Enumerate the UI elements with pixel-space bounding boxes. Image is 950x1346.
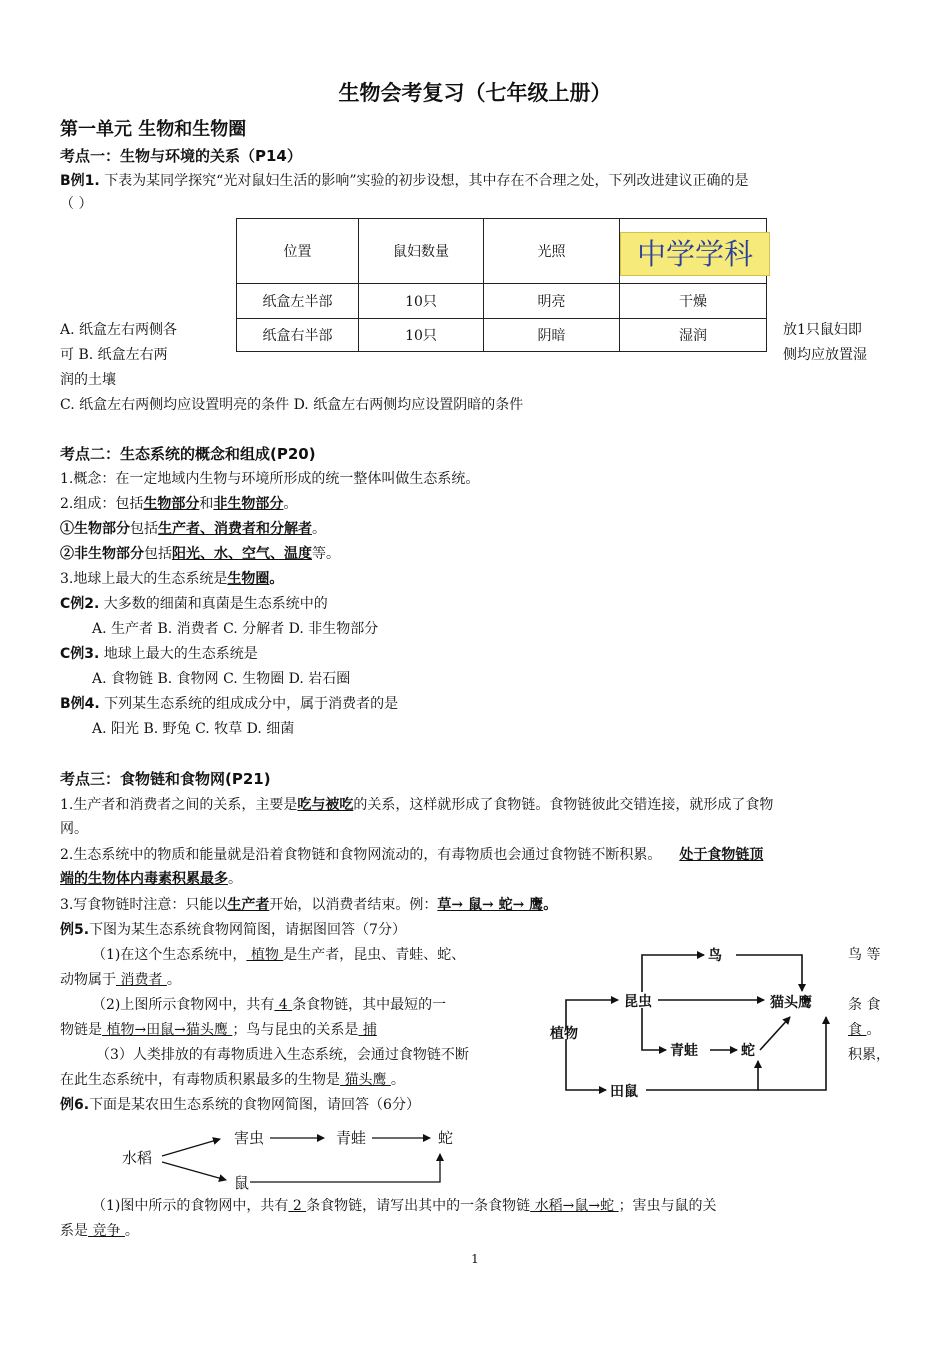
answer-paren: （ ）: [60, 196, 93, 212]
table-cell: 10只: [359, 284, 484, 319]
text: ①生物部分: [60, 521, 130, 537]
ex6-part1b: [60, 1221, 139, 1241]
web2-node-mouse: 鼠: [234, 1174, 250, 1192]
text: ；鸟与昆虫的关系是: [232, 1022, 359, 1038]
food-web-diagram: [540, 935, 850, 1110]
key-term: 生物圈: [227, 571, 270, 587]
key-term: 非生物部分: [213, 496, 284, 512]
example-5: [60, 920, 406, 940]
answer: 2: [288, 1198, 307, 1214]
ex5-part1a-right: 鸟 等: [848, 947, 881, 963]
example-6: [60, 1095, 420, 1115]
question-tag: B例4.: [60, 696, 100, 712]
web-node-field-mouse: 田鼠: [610, 1084, 638, 1100]
text: 物链是: [60, 1022, 102, 1038]
key-term: 吃与被吃: [297, 797, 354, 813]
text: （2)上图所示食物网中，共有: [92, 997, 275, 1013]
options-c-d: C. 纸盒左右两侧均应设置明亮的条件 D. 纸盒左右两侧均应设置阴暗的条件: [60, 397, 524, 413]
section-heading-1: 考点一：生物与环境的关系（P14）: [60, 147, 302, 165]
key-term: 生产者、消费者和分解者: [158, 521, 312, 537]
concept-line: 1.概念：在一定地域内生物与环境所形成的统一整体叫做生态系统。: [60, 471, 480, 487]
question-text: 下图为某生态系统食物网简图，请据图回答（7分）: [89, 922, 406, 938]
farmland-food-web-diagram: [110, 1122, 470, 1194]
text: 1.生产者和消费者之间的关系，主要是: [60, 797, 298, 813]
question-text: 大多数的细菌和真菌是生态系统中的: [103, 596, 328, 612]
key-term: 端的生物体内毒素积累最多: [60, 871, 228, 887]
web2-node-snake: 蛇: [438, 1129, 454, 1147]
key-term: 处于食物链顶: [679, 847, 764, 863]
question-3: [60, 644, 258, 664]
option-a-right: 放1只鼠妇即: [783, 322, 862, 338]
answer: 植物: [246, 947, 284, 963]
option-b-right: 侧均应放置湿: [783, 347, 867, 363]
option-a-left: A. 纸盒左右两侧各: [60, 322, 178, 338]
watermark-logo: 中学学科: [620, 232, 770, 276]
biotic-line: [60, 519, 326, 539]
biosphere-line: [60, 569, 283, 589]
text: 2.生态系统中的物质和能量就是沿着食物链和食物网流动的，有毒物质也会通过食物链不断积累。: [60, 847, 662, 863]
question-text: 下表为某同学探究“光对鼠妇生活的影响”实验的初步设想，其中存在不合理之处，下列改进建议正确的是: [104, 173, 749, 189]
food-chain-line-2a: [60, 845, 763, 865]
question-1: [60, 171, 749, 191]
text: 。: [390, 1072, 405, 1088]
question-4-options: A. 阳光 B. 野兔 C. 牧草 D. 细菌: [92, 721, 295, 737]
table-header: 光照: [484, 219, 620, 284]
composition-line: [60, 494, 297, 514]
answer: 消费者: [116, 972, 167, 988]
web-node-snake: 蛇: [741, 1043, 755, 1059]
text: 系是: [60, 1223, 88, 1239]
table-cell: 纸盒右半部: [237, 319, 359, 352]
key-term: 草→ 鼠→ 蛇→ 鹰: [437, 897, 544, 913]
food-chain-line-1b: 网。: [60, 821, 88, 837]
answer: 水稻→鼠→蛇: [530, 1198, 619, 1214]
table-header: 位置: [237, 219, 359, 284]
ex5-part2a: [92, 995, 446, 1015]
question-tag: C例3.: [60, 646, 100, 662]
text: 动物属于: [60, 972, 116, 988]
question-4: [60, 694, 398, 714]
text: 。: [269, 571, 284, 587]
abiotic-line: [60, 544, 340, 564]
table-cell: 湿润: [620, 319, 767, 352]
key-term: 阳光、水、空气、温度: [172, 546, 312, 562]
answer: 植物→田鼠→猫头鹰: [102, 1022, 233, 1038]
section-heading-3: 考点三：食物链和食物网(P21): [60, 770, 271, 788]
text: 包括: [130, 521, 158, 537]
answer: 捕: [358, 1022, 377, 1038]
table-cell: 明亮: [484, 284, 620, 319]
question-2-options: A. 生产者 B. 消费者 C. 分解者 D. 非生物部分: [92, 621, 379, 637]
text: 和: [199, 496, 214, 512]
text: 包括: [144, 546, 172, 562]
key-term: 生物部分: [143, 496, 200, 512]
question-3-options: A. 食物链 B. 食物网 C. 生物圈 D. 岩石圈: [92, 671, 351, 687]
question-text: 下面是某农田生态系统的食物网简图，请回答（6分）: [89, 1097, 420, 1113]
ex5-part1a: [92, 945, 465, 965]
question-2: [60, 594, 328, 614]
unit-heading: 第一单元 生物和生物圈: [60, 119, 247, 140]
food-chain-line-1a: [60, 795, 773, 815]
text: ；害虫与鼠的关: [618, 1198, 717, 1214]
text: 的关系，这样就形成了食物链。食物链彼此交错连接，就形成了食物: [353, 797, 774, 813]
ex5-part3b: [60, 1070, 405, 1090]
text: 在此生态系统中，有毒物质积累最多的生物是: [60, 1072, 340, 1088]
text: ②非生物部分: [60, 546, 144, 562]
option-b-left: 可 B. 纸盒左右两: [60, 347, 168, 363]
text: 。: [228, 871, 242, 887]
text: 等。: [312, 546, 340, 562]
question-tag: C例2.: [60, 596, 100, 612]
page-title: 生物会考复习（七年级上册）: [338, 81, 612, 105]
text: 。: [543, 897, 558, 913]
table-cell: 干燥: [620, 284, 767, 319]
table-cell: 阴暗: [484, 319, 620, 352]
ex5-part1b: [60, 970, 181, 990]
web2-node-pest: 害虫: [234, 1129, 265, 1147]
food-chain-line-2b: [60, 869, 242, 889]
question-text: 下列某生态系统的组成成分中，属于消费者的是: [104, 696, 399, 712]
option-b-cont: 润的土壤: [60, 372, 116, 388]
question-tag: 例6.: [60, 1097, 90, 1113]
question-tag: B例1.: [60, 173, 100, 189]
page-number: 1: [471, 1252, 479, 1266]
text: 。: [283, 496, 298, 512]
ex5-part3a-right: 积累，: [848, 1047, 890, 1063]
text: 3.写食物链时注意：只能以: [60, 897, 228, 913]
text: 。: [866, 1022, 881, 1038]
table-header: 鼠妇数量: [359, 219, 484, 284]
answer: 竞争: [88, 1223, 125, 1239]
text: 是生产者，昆虫、青蛙、蛇、: [283, 947, 466, 963]
ex5-part2b: [60, 1020, 377, 1040]
question-text: 地球上最大的生态系统是: [103, 646, 258, 662]
key-term: 生产者: [227, 897, 270, 913]
ex5-part2b-right: [848, 1020, 880, 1040]
web-node-insect: 昆虫: [624, 994, 652, 1010]
text: （1)图中所示的食物网中，共有: [92, 1198, 289, 1214]
web-node-owl: 猫头鹰: [770, 995, 812, 1011]
answer: 猫头鹰: [340, 1072, 391, 1088]
text: 条食物链，其中最短的一: [292, 997, 447, 1013]
answer: 4: [274, 997, 293, 1013]
question-tag: 例5.: [60, 922, 90, 938]
text: 3.地球上最大的生态系统是: [60, 571, 228, 587]
table-cell: 纸盒左半部: [237, 284, 359, 319]
ex5-part3a: （3）人类排放的有毒物质进入生态系统，会通过食物链不断: [96, 1047, 469, 1063]
text: （1)在这个生态系统中，: [92, 947, 247, 963]
web2-node-frog: 青蛙: [336, 1129, 367, 1147]
table-cell: 10只: [359, 319, 484, 352]
ex5-part2a-right: 条 食: [848, 997, 881, 1013]
text: 开始，以消费者结束。例：: [269, 897, 438, 913]
web2-node-rice: 水稻: [122, 1149, 153, 1167]
web-node-plant: 植物: [550, 1026, 578, 1042]
text: 。: [124, 1223, 139, 1239]
web-node-bird: 鸟: [708, 948, 722, 964]
section-heading-2: 考点二：生态系统的概念和组成(P20): [60, 445, 316, 463]
food-chain-line-3: [60, 895, 557, 915]
ex6-part1a: [92, 1196, 717, 1216]
web-node-frog: 青蛙: [670, 1043, 698, 1059]
text: 2.组成：包括: [60, 496, 144, 512]
answer: 食: [848, 1022, 867, 1038]
text: 条食物链，请写出其中的一条食物链: [306, 1198, 531, 1214]
text: 。: [312, 521, 326, 537]
text: 。: [166, 972, 181, 988]
